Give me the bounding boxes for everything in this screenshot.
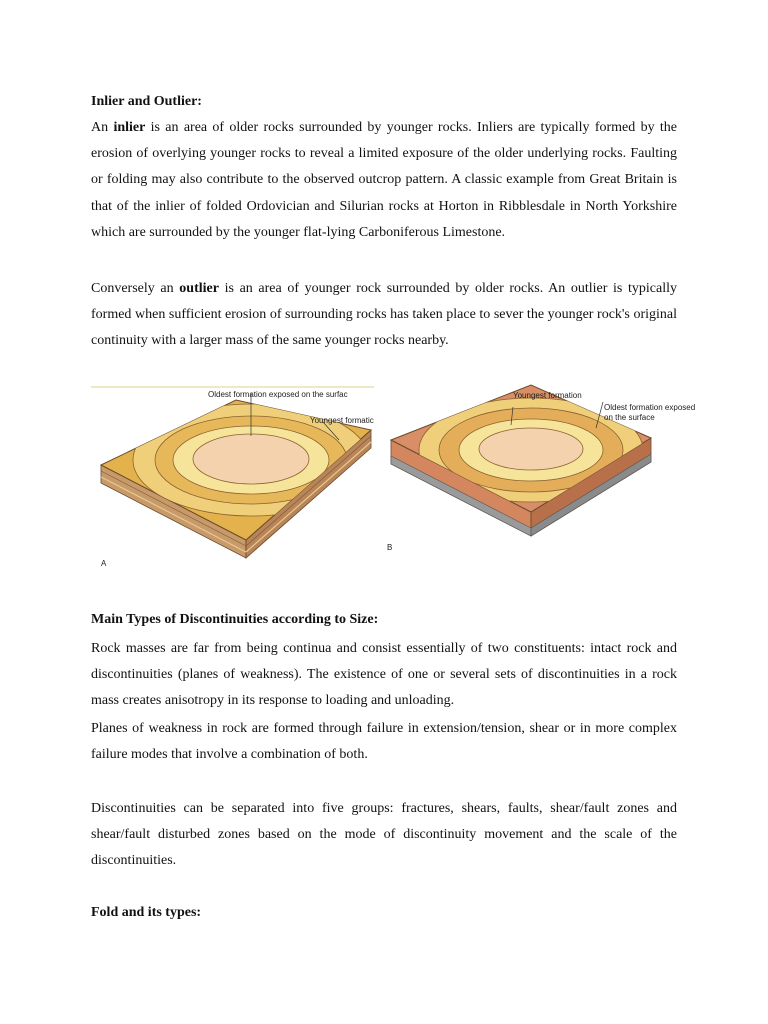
- panel-a-label-youngest: Youngest formatic: [310, 416, 374, 425]
- term-outlier: outlier: [179, 281, 219, 296]
- heading-discontinuities: Main Types of Discontinuities according to Size:: [91, 612, 379, 627]
- panel-b-letter: B: [387, 543, 393, 552]
- heading-fold-types: Fold and its types:: [91, 905, 202, 920]
- paragraph-outlier: [91, 276, 677, 355]
- panel-b-core: [479, 428, 583, 470]
- panel-b-label-youngest: Youngest formation: [513, 391, 582, 400]
- paragraph-inlier: [91, 115, 677, 246]
- heading-inlier-outlier: Inlier and Outlier:: [91, 94, 202, 109]
- panel-a-label-oldest: Oldest formation exposed on the surfac: [208, 390, 348, 399]
- block-diagrams: [91, 380, 696, 575]
- panel-b-label-oldest-line2: on the surface: [604, 413, 655, 422]
- inlier-outlier-figure: [91, 380, 696, 575]
- paragraph-planes-of-weakness: Planes of weakness in rock are formed through failure in extension/tension, shear or in more complex failure modes that involve a combination of both.: [91, 721, 677, 763]
- panel-a-letter: A: [101, 559, 107, 568]
- text-span: is an area of older rocks surrounded by younger rocks. Inliers are typically formed by the erosion of overlying younger rocks to reveal a limited exposure of the older underlying rocks. Faulting or folding may also contribute to the observed outcrop pattern. A classic example from Great Britain is that of the inlier of folded Ordovician and Silurian rocks at Horton in Ribblesdale in North Yorkshire which are surrounded by the younger flat-lying Carboniferous Limestone.: [91, 120, 677, 240]
- panel-b-label-oldest-line1: Oldest formation exposed: [604, 403, 696, 412]
- text-span: Conversely an: [91, 281, 180, 296]
- paragraph-rock-masses: Rock masses are far from being continua and consist essentially of two constituents: intact rock and discontinuities (planes of weakness). The existence of one or several sets of discontinuities in a rock mass creates anisotropy in its response to loading and unloading.: [91, 641, 677, 709]
- paragraph-discontinuity-groups: Discontinuities can be separated into five groups: fractures, shears, faults, shear/fault zones and shear/fault disturbed zones based on the mode of discontinuity movement and the scale of the discontinuities.: [91, 801, 677, 869]
- text-span: is an area of younger rock surrounded by older rocks. An outlier is typically formed when sufficient erosion of surrounding rocks has taken place to sever the younger rock's original continuity with a larger mass of the same younger rocks nearby.: [91, 281, 677, 349]
- term-inlier: inlier: [113, 120, 146, 135]
- panel-a-core: [193, 434, 309, 484]
- text-span: An: [91, 120, 114, 135]
